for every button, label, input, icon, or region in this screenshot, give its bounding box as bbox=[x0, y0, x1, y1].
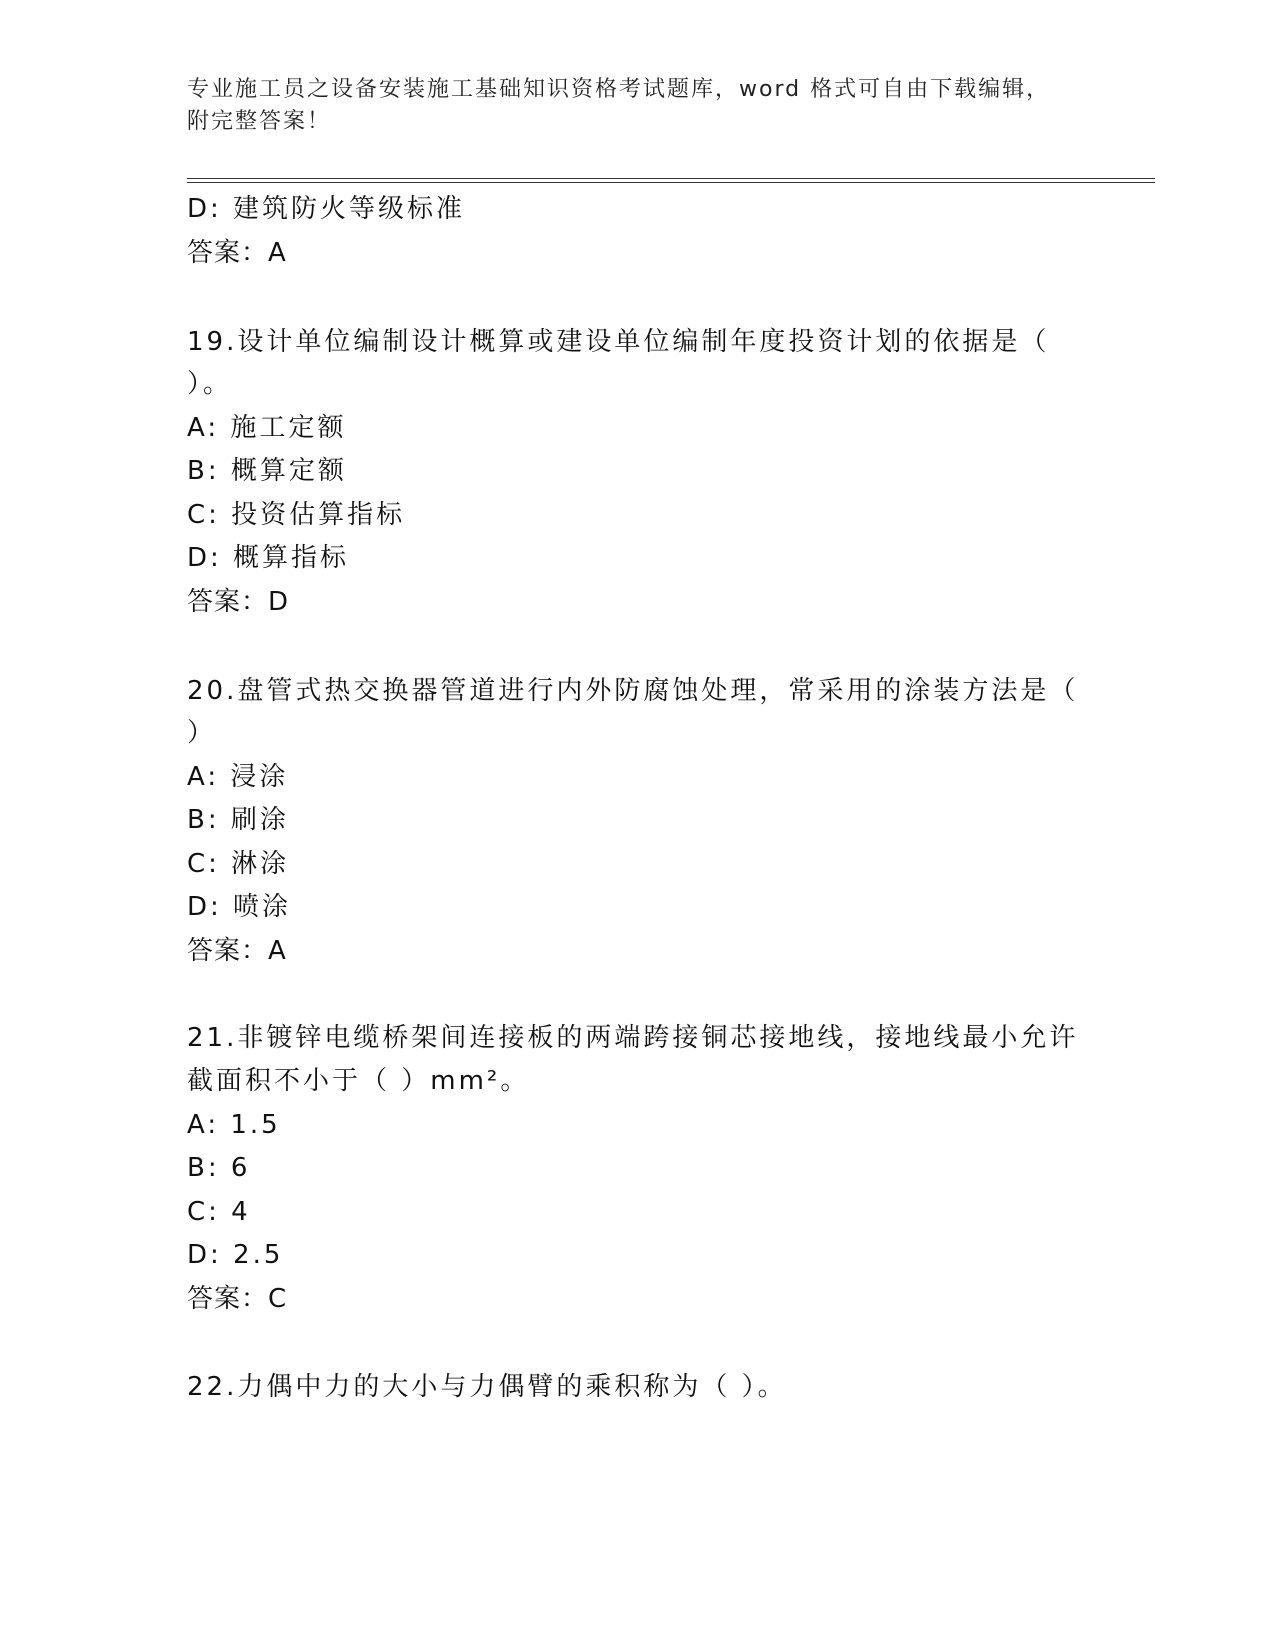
prev-answer: 答案：A bbox=[187, 238, 287, 268]
q19-option-a: A: 施工定额 bbox=[187, 413, 347, 443]
header-divider-top bbox=[187, 178, 1155, 179]
q19-option-d: D: 概算指标 bbox=[187, 543, 350, 573]
header-line-2: 附完整答案！ bbox=[187, 109, 332, 134]
q20-stem-line1: 20.盘管式热交换器管道进行内外防腐蚀处理，常采用的涂装方法是（ bbox=[187, 676, 1079, 706]
q20-option-c: C: 淋涂 bbox=[187, 849, 290, 879]
document-header bbox=[187, 74, 1087, 138]
q20-option-a: A: 浸涂 bbox=[187, 762, 289, 792]
q19-option-b: B: 概算定额 bbox=[187, 456, 347, 486]
q21-option-c: C: 4 bbox=[187, 1197, 251, 1227]
q19-stem-line1: 19.设计单位编制设计概算或建设单位编制年度投资计划的依据是（ bbox=[187, 327, 1050, 357]
q22-stem-line1: 22.力偶中力的大小与力偶臂的乘积称为（ ）。 bbox=[187, 1372, 787, 1402]
q20-stem-line2: ） bbox=[187, 718, 217, 748]
q21-option-d: D: 2.5 bbox=[187, 1240, 284, 1270]
q20-option-d: D: 喷涂 bbox=[187, 892, 292, 922]
header-divider-bottom bbox=[187, 182, 1155, 183]
prev-option-d: D: 建筑防火等级标准 bbox=[187, 194, 466, 224]
q19-option-c: C: 投资估算指标 bbox=[187, 500, 406, 530]
q20-option-b: B: 刷涂 bbox=[187, 805, 289, 835]
q21-stem-line2: 截面积不小于（ ）mm²。 bbox=[187, 1066, 530, 1096]
q20-answer: 答案：A bbox=[187, 936, 287, 966]
q21-option-b: B: 6 bbox=[187, 1153, 251, 1183]
q19-answer: 答案：D bbox=[187, 587, 290, 617]
q19-stem-line2: ）。 bbox=[187, 369, 233, 399]
q21-option-a: A: 1.5 bbox=[187, 1110, 281, 1140]
header-line-1: 专业施工员之设备安装施工基础知识资格考试题库，word 格式可自由下载编辑， bbox=[187, 77, 1051, 102]
q21-answer: 答案：C bbox=[187, 1284, 288, 1314]
q21-stem-line1: 21.非镀锌电缆桥架间连接板的两端跨接铜芯接地线，接地线最小允许 bbox=[187, 1023, 1079, 1053]
